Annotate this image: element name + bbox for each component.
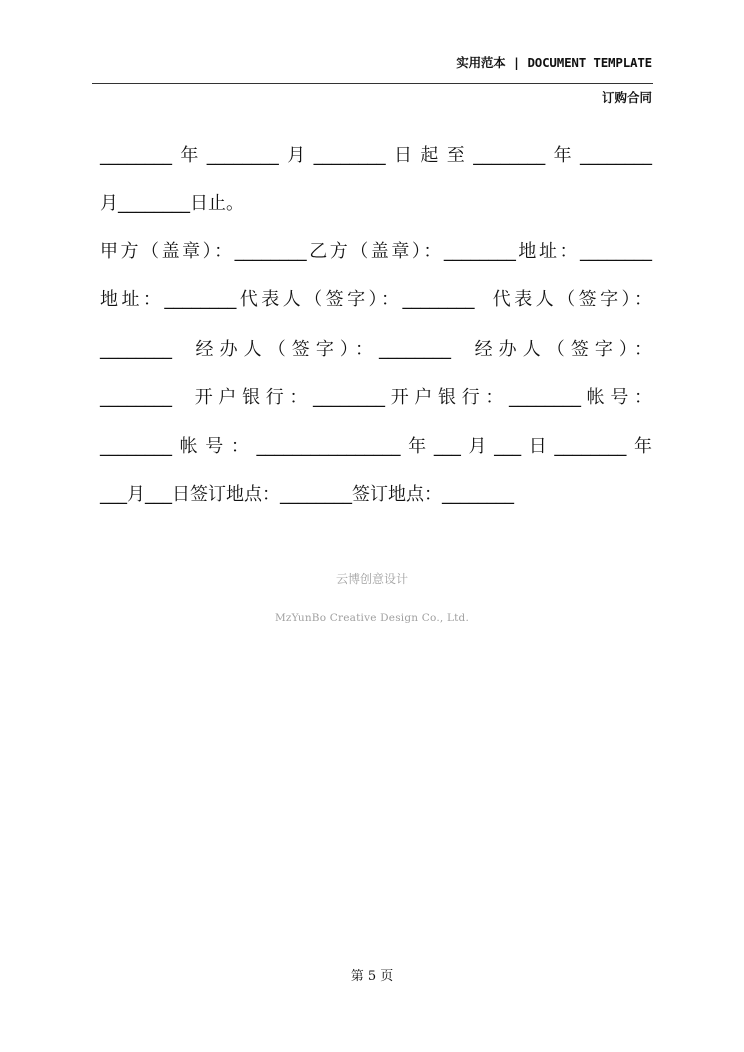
header-divider (92, 83, 653, 84)
page-number: 第 5 页 (350, 969, 394, 984)
company-name-cn: 云博创意设计 (335, 572, 408, 586)
header-title: 实用范本 | DOCUMENT TEMPLATE (456, 55, 652, 70)
contract-line: ________帐号：________________年___月___日________年 (100, 436, 652, 457)
company-name-en: MzYunBo Creative Design Co., Ltd. (274, 612, 470, 624)
contract-line: ________ 经办人（签字）：________ 经办人（签字）： (100, 339, 652, 360)
contract-line: ________年________月________日起至________年________ (100, 145, 652, 166)
contract-line: ___月___日签订地点：________签订地点：________ (100, 484, 514, 505)
contract-line: 甲方（盖章）：________乙方（盖章）：________地址：________ (100, 241, 652, 262)
contract-line: 月________日止。 (100, 193, 244, 214)
document-type-label: 订购合同 (601, 90, 652, 105)
contract-line: ________ 开户银行：________开户银行：________帐号： (100, 387, 652, 408)
contract-line: 地址：________代表人（签字）：________ 代表人（签字）： (100, 289, 652, 310)
